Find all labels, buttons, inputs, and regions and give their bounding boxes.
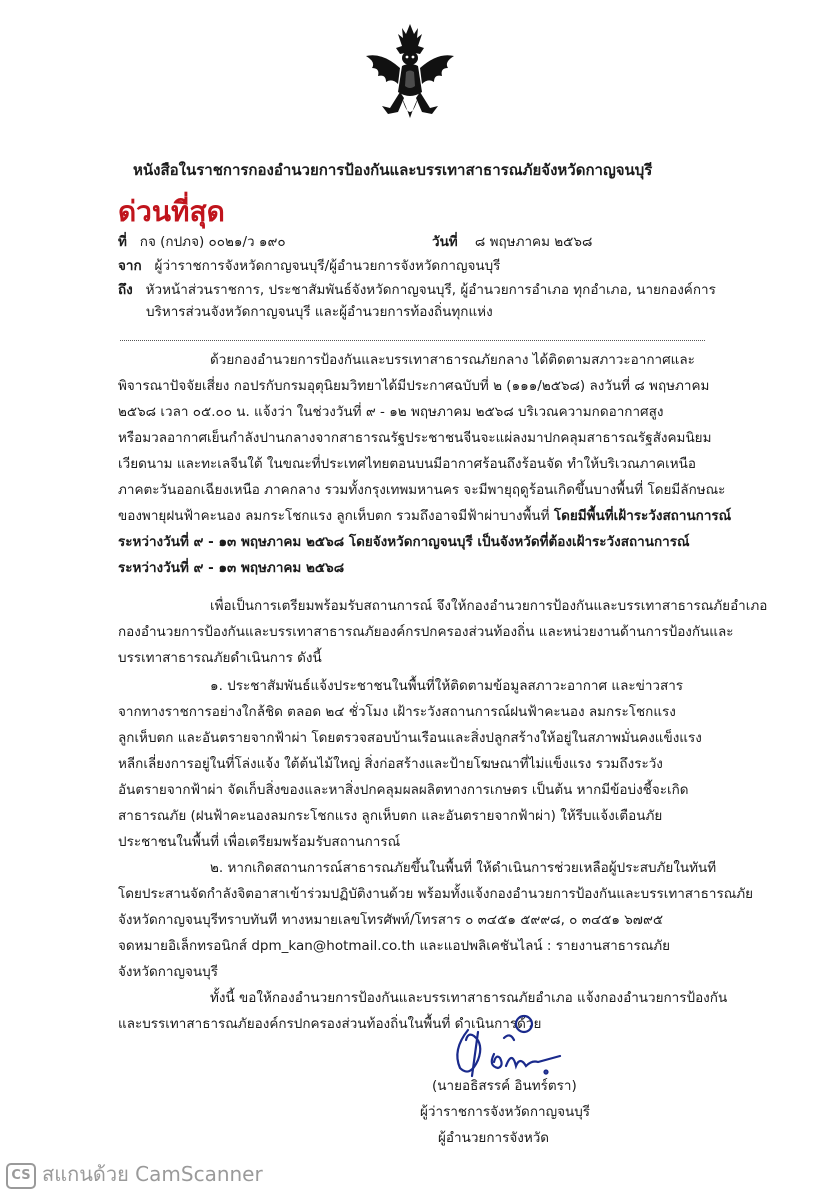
p2-line: เพื่อเป็นการเตรียมพร้อมรับสถานการณ์ จึงให้กองอำนวยการป้องกันและบรรเทาสาธารณภัยอำเภอ <box>210 598 768 614</box>
document-title: หนังสือในราชการกองอำนวยการป้องกันและบรรเทาสาธารณภัยจังหวัดกาญจนบุรี <box>133 161 653 179</box>
p1-line-mixed <box>118 506 731 526</box>
item1-line: ๑. ประชาสัมพันธ์แจ้งประชาชนในพื้นที่ให้ติดตามข้อมูลสภาวะอากาศ และข่าวสาร <box>210 678 684 694</box>
item2-line: โดยประสานจัดกำลังจิตอาสาเข้าร่วมปฏิบัติงานด้วย พร้อมทั้งแจ้งกองอำนวยการป้องกันและบรรเทาสาธารณภัย <box>118 886 754 902</box>
p1-line: ด้วยกองอำนวยการป้องกันและบรรเทาสาธารณภัยกลาง ได้ติดตามสภาวะอากาศและ <box>210 352 695 368</box>
p2-line: บรรเทาสาธารณภัยดำเนินการ ดังนี้ <box>118 650 322 666</box>
ref-label: ที่ <box>118 234 127 250</box>
item1-line: หลีกเลี่ยงการอยู่ในที่โล่งแจ้ง ใต้ต้นไม้ใหญ่ สิ่งก่อสร้างและป้ายโฆษณาที่ไม่แข็งแรง รวมถึงระวัง <box>118 756 663 772</box>
camscanner-logo-icon: CS <box>6 1163 36 1189</box>
item1-line: ลูกเห็บตก และอันตรายจากฟ้าผ่า โดยตรวจสอบบ้านเรือนและสิ่งปลูกสร้างให้อยู่ในสภาพมั่นคงแข็งแรง <box>118 730 702 746</box>
signer-position-1: ผู้ว่าราชการจังหวัดกาญจนบุรี <box>420 1104 591 1120</box>
to-label: ถึง <box>118 282 133 298</box>
watermark-text: สแกนด้วย CamScanner <box>42 1162 263 1186</box>
date-line <box>432 232 592 252</box>
camscanner-watermark <box>6 1158 263 1190</box>
ref-value: กจ (กปภจ) ๐๐๒๑/ว ๑๙๐ <box>139 234 286 250</box>
p1-line7-text: ของพายุฝนฟ้าคะนอง ลมกระโชกแรง ลูกเห็บตก รวมถึงอาจมีฟ้าผ่าบางพื้นที่ <box>118 508 554 524</box>
signer-position-2: ผู้อำนวยการจังหวัด <box>438 1130 550 1146</box>
p2-line: กองอำนวยการป้องกันและบรรเทาสาธารณภัยองค์กรปกครองส่วนท้องถิ่น และหน่วยงานด้านการป้องกันและ <box>118 624 734 640</box>
p1-line: หรือมวลอากาศเย็นกำลังปานกลางจากสาธารณรัฐประชาชนจีนจะแผ่ลงมาปกคลุมสาธารณรัฐสังคมนิยม <box>118 430 712 446</box>
to-line <box>118 280 716 300</box>
garuda-emblem <box>362 22 458 126</box>
item1-line: สาธารณภัย (ฝนฟ้าคะนองลมกระโชกแรง ลูกเห็บตก และอันตรายจากฟ้าผ่า) ให้รีบแจ้งเตือนภัย <box>118 808 663 824</box>
from-value: ผู้ว่าราชการจังหวัดกาญจนบุรี/ผู้อำนวยการจังหวัดกาญจนบุรี <box>154 258 501 274</box>
p1-line7-bold: โดยมีพื้นที่เฝ้าระวังสถานการณ์ <box>553 508 732 524</box>
date-label: วันที่ <box>432 234 458 250</box>
separator-line <box>120 340 705 341</box>
p1-bold-line: ระหว่างวันที่ ๙ - ๑๓ พฤษภาคม ๒๕๖๘ โดยจังหวัดกาญจนบุรี เป็นจังหวัดที่ต้องเฝ้าระวังสถานการณ์ <box>118 534 690 550</box>
item2-line: จังหวัดกาญจนบุรีทราบทันที ทางหมายเลขโทรศัพท์/โทรสาร ๐ ๓๔๕๑ ๕๙๙๘, ๐ ๓๔๕๑ ๖๗๙๕ <box>118 912 664 928</box>
date-value: ๘ พฤษภาคม ๒๕๖๘ <box>474 234 593 250</box>
item1-line: อันตรายจากฟ้าผ่า จัดเก็บสิ่งของและหาสิ่งปกคลุมผลผลิตทางการเกษตร เป็นต้น หากมีข้อบ่งชี้จะเกิด <box>118 782 689 798</box>
signature-image <box>448 1010 568 1082</box>
closing-line: และบรรเทาสาธารณภัยองค์กรปกครองส่วนท้องถิ่นในพื้นที่ ดำเนินการด้วย <box>118 1016 542 1032</box>
item2-line: ๒. หากเกิดสถานการณ์สาธารณภัยขึ้นในพื้นที่ ให้ดำเนินการช่วยเหลือผู้ประสบภัยในทันที <box>210 860 717 876</box>
item1-line: ประชาชนในพื้นที่ เพื่อเตรียมพร้อมรับสถานการณ์ <box>118 834 401 850</box>
p1-line: พิจารณาปัจจัยเสี่ยง กอปรกับกรมอุตุนิยมวิทยาได้มีประกาศฉบับที่ ๒ (๑๑๑/๒๕๖๘) ลงวันที่ ๘ พฤษภาคม <box>118 378 710 394</box>
p1-line: เวียดนาม และทะเลจีนใต้ ในขณะที่ประเทศไทยตอนบนมีอากาศร้อนถึงร้อนจัด ทำให้บริเวณภาคเหนือ <box>118 456 696 472</box>
item2-line: จดหมายอิเล็กทรอนิกส์ dpm_kan@hotmail.co.th และแอปพลิเคชันไลน์ : รายงานสาธารณภัย <box>118 938 671 954</box>
item2-line: จังหวัดกาญจนบุรี <box>118 964 218 980</box>
ref-line <box>118 232 286 252</box>
to-value-line2: บริหารส่วนจังหวัดกาญจนบุรี และผู้อำนวยการท้องถิ่นทุกแห่ง <box>146 304 493 320</box>
p1-bold-line: ระหว่างวันที่ ๙ - ๑๓ พฤษภาคม ๒๕๖๘ <box>118 560 345 576</box>
urgency-stamp: ด่วนที่สุด <box>118 195 225 228</box>
signer-name: (นายอธิสรรค์ อินทร์ตรา) <box>432 1078 577 1094</box>
p1-line: ๒๕๖๘ เวลา ๐๕.๐๐ น. แจ้งว่า ในช่วงวันที่ ๙ - ๑๒ พฤษภาคม ๒๕๖๘ บริเวณความกดอากาศสูง <box>118 404 664 420</box>
to-value-line1: หัวหน้าส่วนราชการ, ประชาสัมพันธ์จังหวัดกาญจนบุรี, ผู้อำนวยการอำเภอ ทุกอำเภอ, นายกองค์การ <box>145 282 716 298</box>
from-label: จาก <box>118 258 142 274</box>
item1-line: จากทางราชการอย่างใกล้ชิด ตลอด ๒๔ ชั่วโมง เฝ้าระวังสถานการณ์ฝนฟ้าคะนอง ลมกระโชกแรง <box>118 704 676 720</box>
closing-line: ทั้งนี้ ขอให้กองอำนวยการป้องกันและบรรเทาสาธารณภัยอำเภอ แจ้งกองอำนวยการป้องกัน <box>210 990 728 1006</box>
p1-line: ภาคตะวันออกเฉียงเหนือ ภาคกลาง รวมทั้งกรุงเทพมหานคร จะมีพายุฤดูร้อนเกิดขึ้นบางพื้นที่ โดยมีลักษณะ <box>118 482 726 498</box>
from-line <box>118 256 500 276</box>
